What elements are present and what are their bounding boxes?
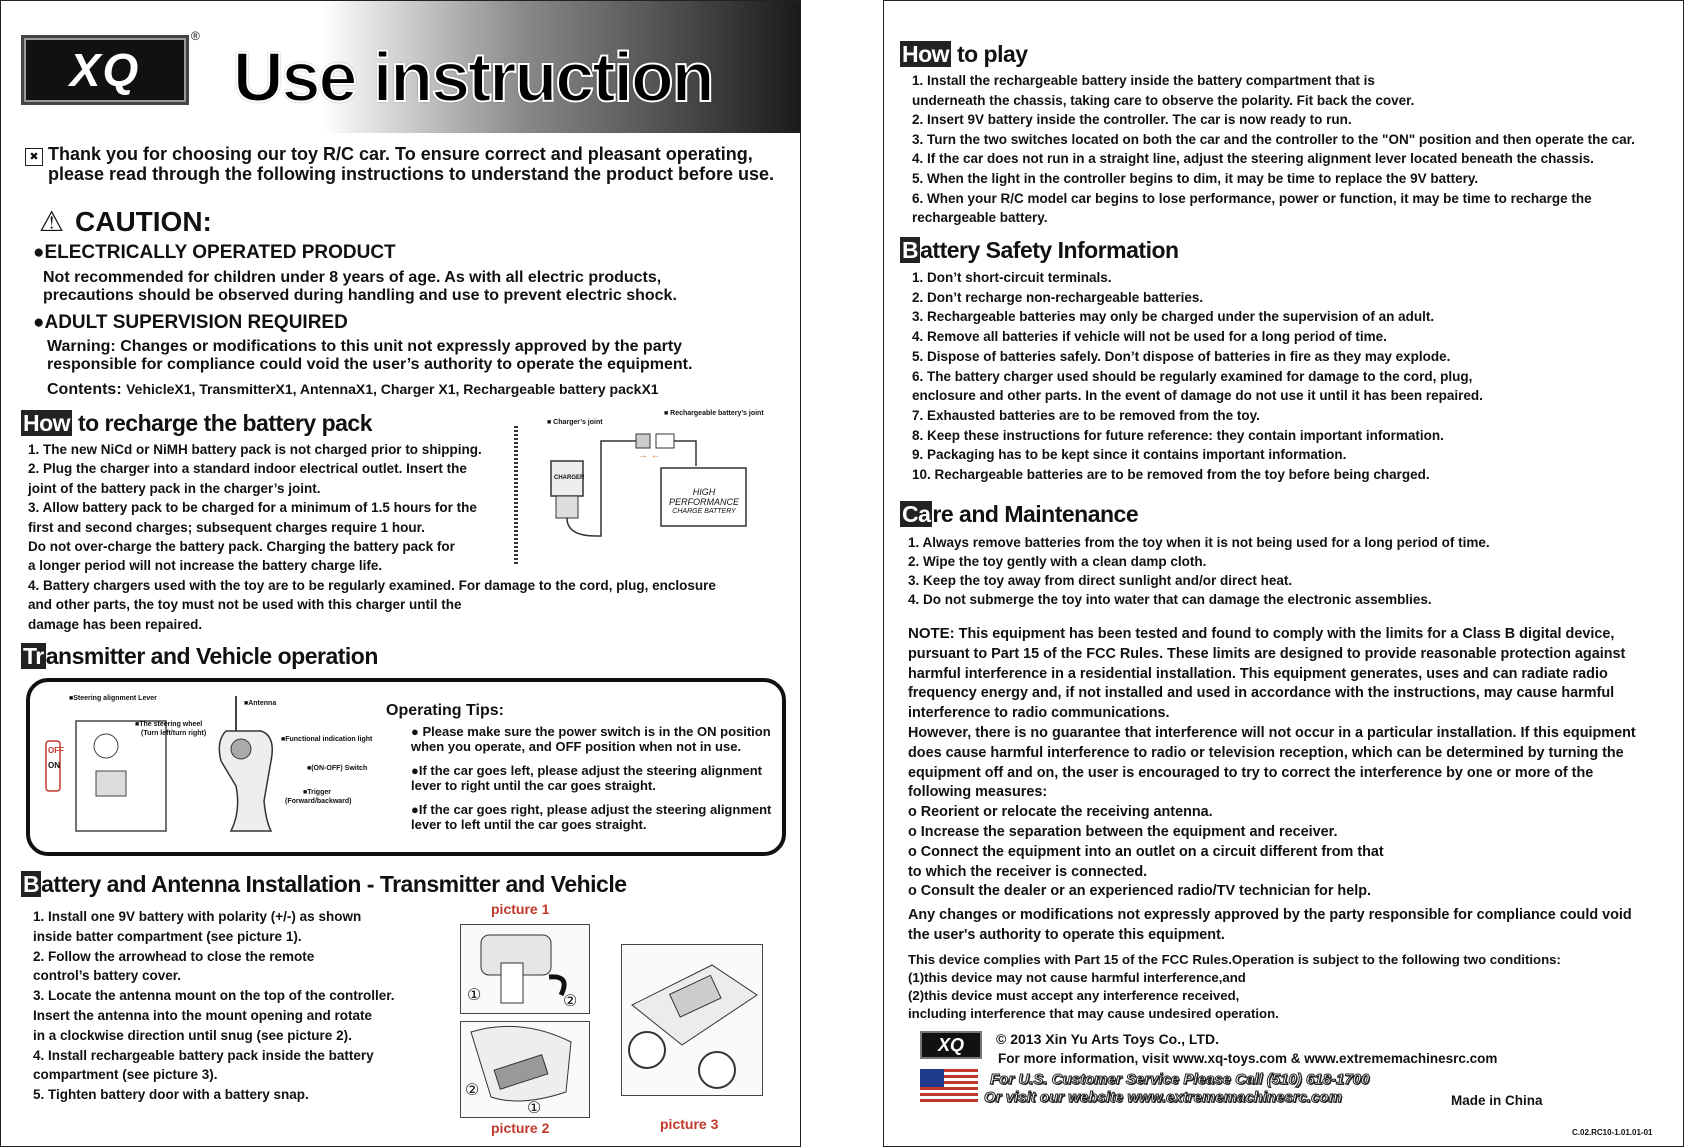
list-item: 7. Exhausted batteries are to be removed from the toy. [912,407,1260,423]
picture-3-label: picture 3 [660,1116,719,1132]
section-play-hl: How [902,41,950,67]
list-item: 1. Always remove batteries from the toy when it is not being used for a long period of time. [908,535,1490,550]
list-item: 1. Install one 9V battery with polarity (+/-) as shown [33,909,362,924]
warning-line-2: responsible for compliance could void the user’s authority to operate the equipment. [47,356,693,373]
list-item: joint of the battery pack in the charger’s joint. [28,480,321,496]
section-play-rest: to play [951,41,1028,67]
section-care-title [900,501,1138,528]
fcc-line: harmful interference in a residential installation. This equipment generates, uses and can radiate radio [908,665,1608,682]
marker-2b: ② [465,1082,480,1099]
document-code: C.02.RC10-1.01.01-01 [1572,1128,1653,1137]
battery-line-1: HIGH [692,487,716,497]
fcc-line: following measures: [908,784,1048,801]
logo-text: XQ [69,44,141,96]
picture-1-label: picture 1 [491,901,550,917]
trigger-label: ■Trigger [303,789,331,796]
list-item: 2. Don’t recharge non-rechargeable batteries. [912,289,1204,305]
list-item: compartment (see picture 3). [33,1067,218,1083]
marker-1b: ① [527,1100,542,1117]
section-transmitter-rest: ansmitter and Vehicle operation [45,643,378,669]
part15-line: including interference that may cause undesired operation. [908,1006,1279,1021]
list-item: Insert the antenna into the mount opening and rotate [33,1007,373,1023]
right-page [883,0,1684,1147]
list-item: a longer period will not increase the battery charge life. [28,558,383,574]
list-item: 8. Keep these instructions for future reference: they contain important information. [912,427,1444,443]
list-item: 5. When the light in the controller begins to dim, it may be time to replace the 9V battery. [912,170,1479,186]
tip-line-2: when you operate, and OFF position when not in use. [411,739,742,754]
section-recharge-rest: to recharge the battery pack [72,410,373,436]
electrical-line-1: Not recommended for children under 8 years of age. As with all electric products, [43,269,662,286]
list-item: first and second charges; subsequent charges require 1 hour. [28,519,425,535]
list-item: 1. Install the rechargeable battery inside the battery compartment that is [912,73,1375,88]
list-item: 2. Insert 9V battery inside the controller. The car is now ready to run. [912,112,1352,128]
picture-2 [460,1021,590,1118]
fcc-line: However, there is no guarantee that interference will not occur in a particular installation. If this equipment [908,724,1636,741]
part15-list [908,951,1561,1023]
warning-line-1 [47,337,682,356]
play-list [912,71,1635,228]
section-care-hl: Ca [902,501,931,527]
intro-bullet-icon: ✖ [25,148,43,166]
list-item: inside batter compartment (see picture 1). [33,928,302,944]
copyright: © 2013 Xin Yu Arts Toys Co., LTD. [996,1031,1219,1047]
picture-3 [621,944,763,1096]
list-item: underneath the chassis, taking care to observe the polarity. Fit back the cover. [912,92,1415,108]
service-line-1: For U.S. Customer Service Please Call (510) 618-1700 [990,1071,1370,1088]
fcc-line: interference to radio communications. [908,705,1170,722]
tips-title: Operating Tips: [386,702,504,719]
warning-label: Warning: [47,338,116,355]
adult-heading: ●ADULT SUPERVISION REQUIRED [33,312,348,333]
trigger-label-2: (Forward/backward) [285,798,352,805]
us-flag-icon [920,1069,978,1105]
section-recharge-hl: How [23,410,71,436]
part15-line: (1)this device may not cause harmful interference,and [908,970,1246,985]
list-item: damage has been repaired. [28,616,203,632]
picture-2-label: picture 2 [491,1120,550,1136]
fcc-line: o Connect the equipment into an outlet on a circuit different from that [908,843,1384,860]
list-item: 3. Allow battery pack to be charged for a minimum of 1.5 hours for the [28,500,477,516]
list-item: Do not over-charge the battery pack. Charging the battery pack for [28,539,455,555]
off-label: OFF [48,746,64,755]
marker-2: ② [563,993,578,1010]
fcc-line: pursuant to Part 15 of the FCC Rules. These limits are designed to provide reasonable protection against [908,645,1626,662]
tip-line-6: lever to left until the car goes straight. [411,817,647,832]
intro-line-2: please read through the following instructions to understand the product before use. [48,164,775,184]
list-item: rechargeable battery. [912,210,1048,226]
section-safety-hl: B [902,237,919,263]
care-list [908,533,1490,609]
section-safety-rest: attery Safety Information [920,237,1179,263]
fcc-line: equipment off and on, the user is encouraged to try to correct the interference by one or more of the [908,764,1594,781]
tip-line-1: ● Please make sure the power switch is in the ON position [411,724,771,739]
fcc-line: the user's authority to operate this equipment. [908,926,1225,943]
caution-title: CAUTION: [75,206,212,237]
section-safety-title [900,237,1179,264]
fcc-line: does cause harmful interference to radio or television reception, which can be determined by turning the [908,744,1624,761]
steering-lever-label: ■Steering alignment Lever [69,695,157,702]
part15-line: (2)this device must accept any interference received, [908,988,1240,1003]
electrical-line-2: precautions should be observed during handling and use to prevent electric shock. [43,287,677,304]
list-item: 9. Packaging has to be kept since it contains important information. [912,447,1347,463]
safety-list [912,268,1483,485]
list-item: control’s battery cover. [33,968,182,984]
contents-label: Contents: [47,381,122,398]
antenna-label: ■Antenna [244,700,277,707]
picture-2-art [461,1022,589,1117]
list-item: 3. Locate the antenna mount on the top of the controller. [33,988,395,1004]
list-item: 4. If the car does not run in a straight line, adjust the steering alignment lever located beneath the chassis. [912,151,1594,167]
list-item: 1. Don’t short-circuit terminals. [912,270,1112,285]
on-label: ON [48,761,60,770]
caution-icon: ⚠ [39,206,65,237]
list-item: 5. Tighten battery door with a battery snap. [33,1087,309,1103]
page-title: Use instruction [233,38,713,116]
steering-wheel-label-2: (Turn left/turn right) [141,730,207,737]
battery-joint-label: ■ Rechargeable battery’s joint [664,410,764,417]
section-transmitter-title [21,643,378,670]
picture-1 [460,924,590,1014]
tip-line-4: lever to right until the car goes straight. [411,778,656,793]
list-item: in a clockwise direction until snug (see picture 2). [33,1027,352,1043]
list-item: 6. The battery charger used should be regularly examined for damage to the cord, plug, [912,368,1473,384]
steering-wheel-label: ■The steering wheel [135,721,203,728]
xq-logo [21,35,189,105]
picture-3-art [622,945,762,1095]
made-in-china: Made in China [1451,1093,1543,1108]
list-item: 2. Follow the arrowhead to close the remote [33,948,315,964]
fcc-line-0: This equipment has been tested and found to comply with the limits for a Class B digital device, [954,626,1615,642]
fcc-line: o Reorient or relocate the receiving antenna. [908,804,1213,821]
fcc-line: o Consult the dealer or an experienced radio/TV technician for help. [908,883,1371,900]
fcc-line: to which the receiver is connected. [908,863,1148,880]
marker-1: ① [467,987,482,1004]
battery-antenna-list [33,907,395,1105]
list-item: 6. When your R/C model car begins to lose performance, power or function, it may be time to recharge the [912,190,1592,206]
note-label: NOTE: [908,625,955,642]
section-care-rest: re and Maintenance [932,501,1139,527]
tip-line-3: ●If the car goes left, please adjust the steering alignment [411,763,762,778]
fcc-line [908,624,1636,645]
service-line-2: Or visit our website www.extrememachinesrc.com [984,1089,1342,1106]
chargers-joint-label: ■ Charger’s joint [547,419,603,426]
list-item: 1. The new NiCd or NiMH battery pack is not charged prior to shipping. [28,442,482,457]
contents-line [47,380,659,399]
fcc-line: frequency energy and, if not installed and used in accordance with the instructions, may cause harmful [908,685,1615,702]
list-item: 10. Rechargeable batteries are to be removed from the toy before being charged. [912,467,1430,483]
list-item: 3. Keep the toy away from direct sunlight and/or direct heat. [908,573,1293,588]
charger-diagram [506,406,796,571]
svg-text:→ ←: → ← [638,450,661,461]
more-info: For more information, visit www.xq-toys.com & www.extrememachinesrc.com [998,1051,1498,1066]
charger-text: CHARGER [554,475,585,481]
battery-line-2: PERFORMANCE [668,497,739,507]
section-recharge-title [21,410,372,437]
list-item: 4. Do not submerge the toy into water that can damage the electronic assemblies. [908,592,1432,607]
list-item: and other parts, the toy must not be used with this charger until the [28,597,462,613]
list-item: 4. Remove all batteries if vehicle will not be used for a long period of time. [912,329,1387,345]
list-item: enclosure and other parts. In the event of damage do not use it until it has been repaired. [912,388,1483,404]
section-battery-antenna-hl: B [23,871,40,897]
indicator-label: ■Functional indication light [281,736,373,743]
left-page [0,0,801,1147]
list-item: 2. Wipe the toy gently with a clean damp cloth. [908,554,1207,569]
footer-logo-text: XQ [937,1035,964,1055]
section-transmitter-hl: Tr [23,643,44,669]
list-item: 5. Dispose of batteries safely. Don’t dispose of batteries in fire as they may explode. [912,348,1451,364]
fcc-line: o Increase the separation between the equipment and receiver. [908,823,1338,840]
section-battery-antenna-title [21,871,627,898]
section-battery-antenna-rest: attery and Antenna Installation - Transmitter and Vehicle [41,871,627,897]
fcc-line: Any changes or modifications not expressly approved by the party responsible for compliance could void [908,907,1632,924]
registered-mark: ® [191,29,200,43]
contents-value: VehicleX1, TransmitterX1, AntennaX1, Charger X1, Rechargeable battery packX1 [126,381,659,397]
list-item: 3. Turn the two switches located on both the car and the controller to the "ON" position and then operate the car. [912,131,1635,147]
list-item: 4. Install rechargeable battery pack inside the battery [33,1047,374,1063]
footer-logo [920,1031,982,1059]
battery-label [663,487,745,517]
part15-line: This device complies with Part 15 of the FCC Rules.Operation is subject to the following two conditions: [908,952,1561,967]
battery-line-3: CHARGE BATTERY [672,508,736,515]
warning-text-1: Changes or modifications to this unit not expressly approved by the party [120,338,683,355]
tip-line-5: ●If the car goes right, please adjust the steering alignment [411,802,772,817]
list-item: 2. Plug the charger into a standard indoor electrical outlet. Insert the [28,461,467,477]
switch-label: ■(ON-OFF) Switch [307,765,368,772]
intro-line-1: Thank you for choosing our toy R/C car. To ensure correct and pleasant operating, [48,144,753,164]
electrical-heading: ●ELECTRICALLY OPERATED PRODUCT [33,242,396,263]
section-play-title [900,41,1028,68]
fcc-list [908,624,1636,946]
list-item: 4. Battery chargers used with the toy are to be regularly examined. For damage to the cord, plug, enclosure [28,577,716,593]
list-item: 3. Rechargeable batteries may only be charged under the supervision of an adult. [912,309,1435,325]
